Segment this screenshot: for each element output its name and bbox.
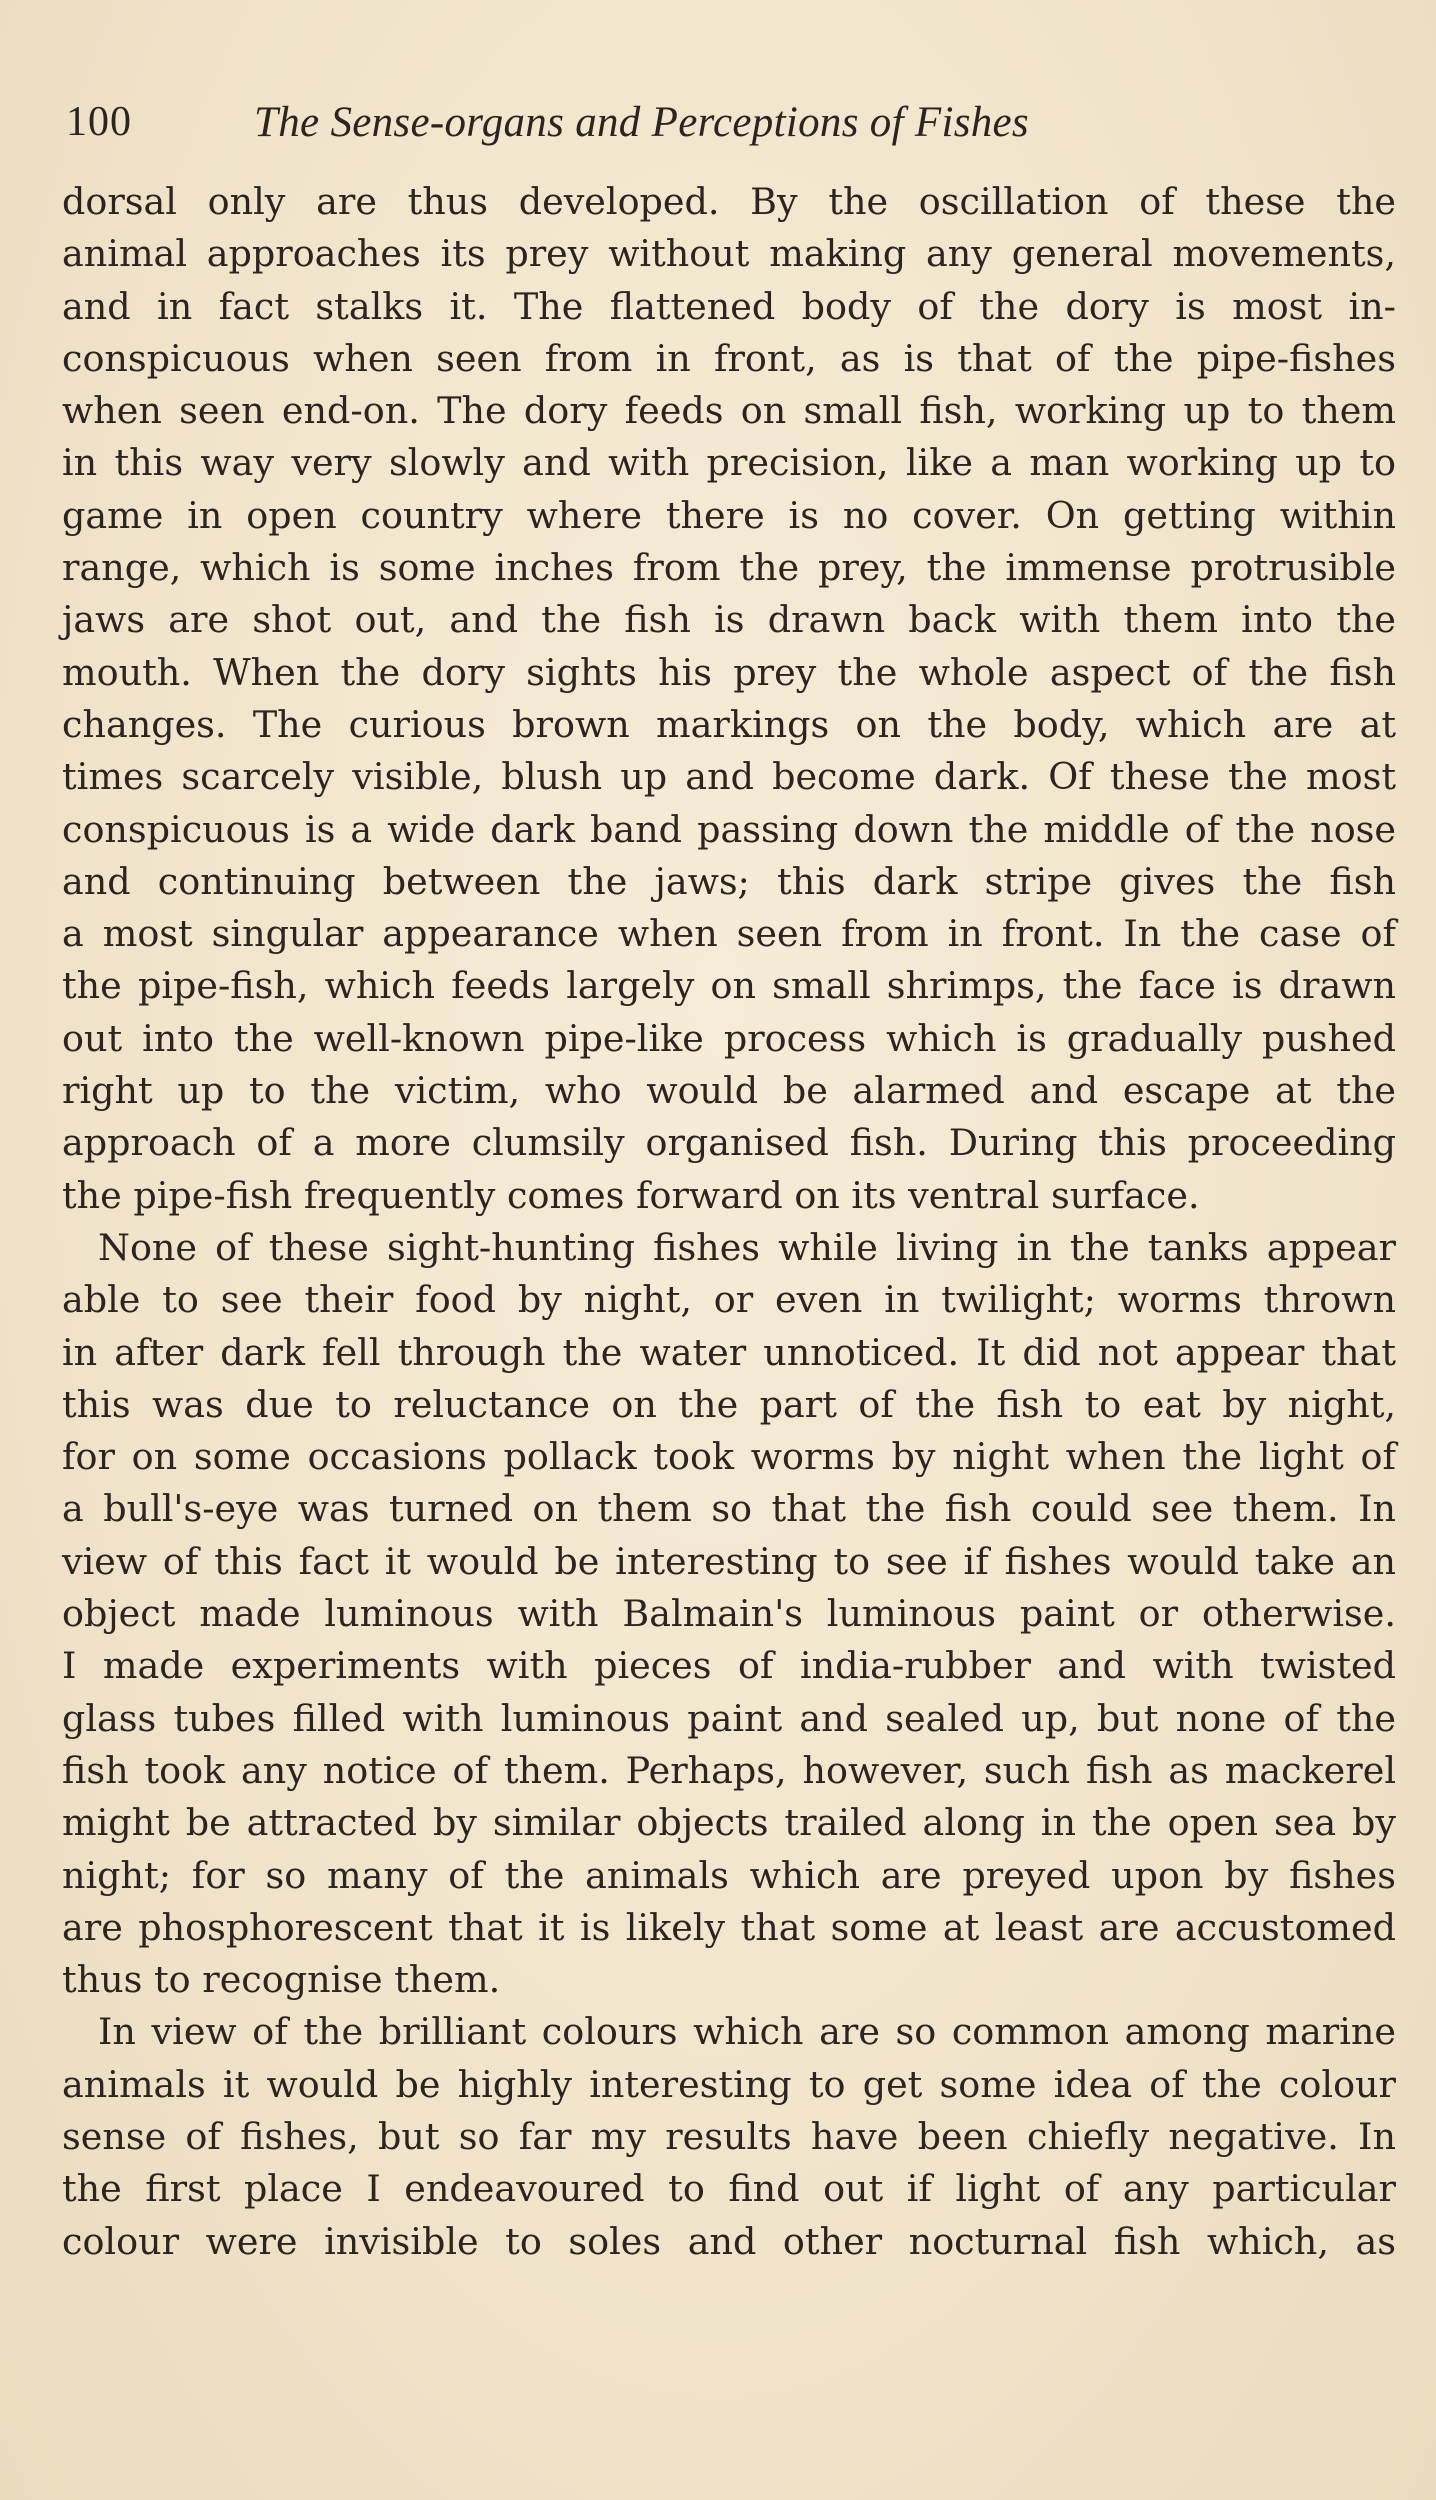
text-line: thus to recognise them. [62,1958,501,2002]
text-line: I made experiments with pieces of india-rubber and with twisted [62,1644,1396,1688]
text-line: range, which is some inches from the prey, the immense protrusible [62,546,1396,590]
text-line: might be attracted by similar objects trailed along in the open sea by [62,1801,1396,1845]
text-line: out into the well-known pipe-like process which is gradually pushed [62,1016,1396,1060]
text-line: the pipe-fish, which feeds largely on small shrimps, the face is drawn [62,964,1396,1008]
text-line: in this way very slowly and with precision, like a man working up to [62,441,1396,485]
book-page [62,92,1396,2268]
text-line: changes. The curious brown markings on the body, which are at [62,702,1396,746]
text-line: are phosphorescent that it is likely that some at least are accustomed [62,1905,1396,1949]
text-line: mouth. When the dory sights his prey the whole aspect of the fish [62,650,1396,694]
text-line: dorsal only are thus developed. By the oscillation of these the [62,180,1396,223]
text-line: glass tubes filled with luminous paint and sealed up, but none of the [62,1696,1396,1740]
text-line: able to see their food by night, or even in twilight; worms thrown [62,1278,1396,1322]
text-line: when seen end-on. The dory feeds on small fish, working up to them [62,389,1396,433]
text-line: In view of the brilliant colours which are so common among marine [98,2010,1396,2054]
text-line: for on some occasions pollack took worms by night when the light of [62,1435,1396,1479]
body-text [62,176,1396,2268]
text-line: jaws are shot out, and the fish is drawn back with them into the [62,598,1396,642]
paragraph-1 [62,176,1396,1222]
page-number: 100 [66,99,132,145]
text-line: right up to the victim, who would be alarmed and escape at the [62,1069,1396,1113]
text-line: view of this fact it would be interesting to see if fishes would take an [62,1539,1396,1583]
text-line: this was due to reluctance on the part of the fish to eat by night, [62,1382,1396,1426]
text-line: conspicuous is a wide dark band passing down the middle of the nose [62,807,1396,851]
text-line: night; for so many of the animals which are preyed upon by fishes [62,1853,1396,1897]
text-line: conspicuous when seen from in front, as is that of the pipe-fishes [62,336,1396,380]
text-line: and in fact stalks it. The flattened body of the dory is most in- [62,284,1396,328]
text-line: None of these sight-hunting fishes while living in the tanks appear [98,1225,1396,1269]
text-line: animal approaches its prey without making any general movements, [62,232,1396,276]
text-line: colour were invisible to soles and other nocturnal fish which, as [62,2219,1396,2263]
text-line: animals it would be highly interesting to get some idea of the colour [62,2062,1396,2106]
text-line: game in open country where there is no cover. On getting within [62,493,1396,537]
text-line: sense of fishes, but so far my results have been chiefly negative. In [62,2114,1396,2158]
text-line: and continuing between the jaws; this dark stripe gives the fish [62,859,1396,903]
paragraph-2 [62,1222,1396,2006]
paragraph-3 [62,2006,1396,2267]
running-title: The Sense-organs and Perceptions of Fishes [254,99,1029,146]
text-line: a bull's-eye was turned on them so that the fish could see them. In [62,1487,1396,1531]
text-line: object made luminous with Balmain's luminous paint or otherwise. [62,1592,1396,1636]
text-line: approach of a more clumsily organised fish. During this proceeding [62,1121,1396,1165]
text-line: the first place I endeavoured to find out if light of any particular [62,2167,1396,2211]
running-head [62,92,1396,172]
text-line: fish took any notice of them. Perhaps, however, such fish as mackerel [62,1748,1396,1792]
text-line: a most singular appearance when seen from in front. In the case of [62,912,1396,956]
text-line: the pipe-fish frequently comes forward on its ventral surface. [62,1173,1200,1217]
text-line: times scarcely visible, blush up and become dark. Of these the most [62,755,1396,799]
text-line: in after dark fell through the water unnoticed. It did not appear that [62,1330,1396,1374]
